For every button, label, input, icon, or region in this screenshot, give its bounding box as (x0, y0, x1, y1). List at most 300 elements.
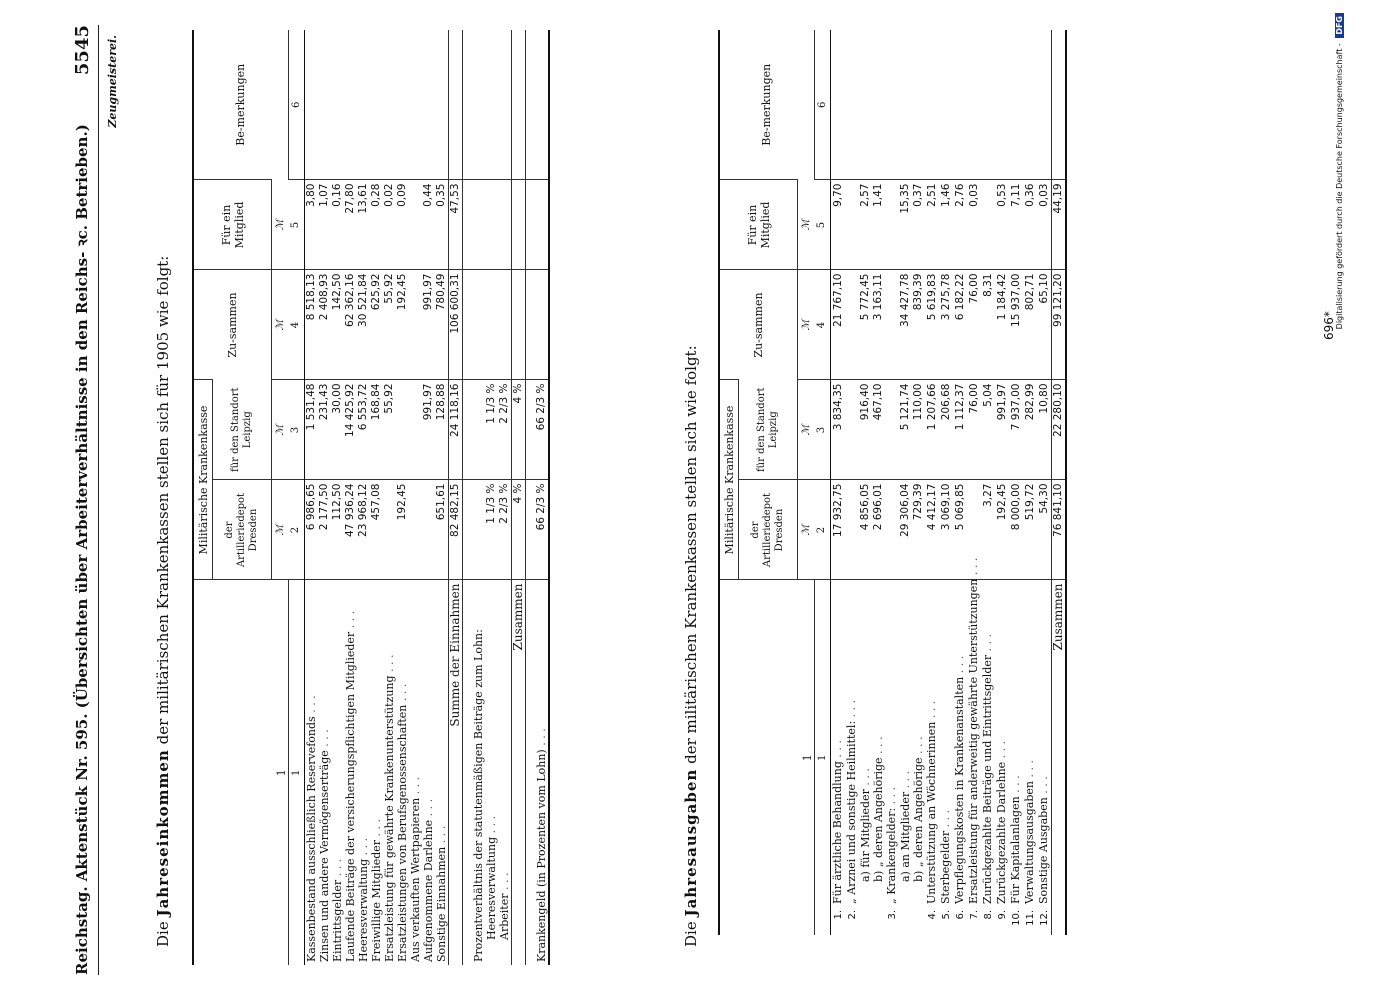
expenses-row-label (1022, 580, 1036, 935)
expenses-total-c5: 44,19 (1051, 180, 1066, 270)
expenses-cell-remarks (898, 30, 911, 180)
row-label: Heeresverwaltung (356, 858, 369, 962)
table-row (911, 30, 924, 935)
row-number: 5. (940, 910, 951, 920)
income-cell-remarks (369, 30, 382, 180)
expenses-cell-c3: 1 207,66 (924, 380, 938, 480)
expenses-row-label (966, 557, 980, 935)
income-cell-c4: 991,97 (421, 270, 434, 380)
expenses-cell-c5: 0,03 (966, 180, 980, 270)
income-unit-c3: ℳ (271, 380, 288, 480)
income-cell-c2: 457,08 (369, 480, 382, 580)
pct-cell-c4 (497, 270, 511, 380)
expenses-col3-header: für den Standort Leipzig (738, 380, 797, 480)
expenses-cell-c5: 2,51 (924, 180, 938, 270)
income-cell-c5: 0,16 (330, 180, 343, 270)
pct-heading-empty (471, 30, 484, 180)
expenses-cell-c2: 3,27 (980, 480, 994, 580)
expenses-cell-remarks (924, 30, 938, 180)
expenses-cell-remarks (858, 30, 871, 180)
income-cell-c2: 112,50 (330, 480, 343, 580)
row-label: Laufende Beiträge der versicherungspflichtigen Mitglieder (343, 631, 356, 962)
table-row (830, 30, 845, 935)
expenses-colnum-2: 2 (814, 480, 830, 580)
page-header (71, 25, 119, 975)
leader-dots: . . . (408, 776, 421, 798)
row-label: b) „ deren Angehörige (871, 757, 884, 882)
leader-dots: . . . (1008, 775, 1021, 797)
income-cell-c4: 30 521,84 (356, 270, 369, 380)
running-head: Reichstag. Aktenstück Nr. 595. (Übersichten über Arbeiterverhältnisse in den Reichs- ꝛc. Betrieben.) (72, 124, 91, 975)
pct-heading-empty (471, 380, 484, 480)
income-cell-c3: 168,84 (369, 380, 382, 480)
leader-dots: . . . (382, 654, 395, 676)
row-label: Verwaltungsausgaben (1022, 781, 1035, 904)
footer-page-mark: 696* (1321, 311, 1336, 340)
expenses-cell-c2: 17 932,75 (830, 480, 845, 580)
row-label: Ersatzleistung für gewährte Krankenunterstützung (382, 675, 395, 962)
table-row (1036, 30, 1051, 935)
expenses-cell-c3: 5 121,74 (898, 380, 911, 480)
table-row (330, 30, 343, 965)
spacer-cell (462, 580, 472, 965)
row-label: Aufgenommene Darlehne (421, 819, 434, 962)
expenses-cell-c4: 15 937,00 (1008, 270, 1022, 380)
expenses-cell-remarks (911, 30, 924, 180)
row-number: 3. (886, 910, 897, 920)
expenses-colnum-3: 3 (814, 380, 830, 480)
income-colnum-1: 1 (288, 580, 304, 965)
row-number: 11. (1024, 910, 1035, 926)
table-row (871, 30, 884, 935)
income-unit-c4: ℳ (271, 270, 288, 380)
row-number: 7. (968, 910, 979, 920)
table-row (382, 30, 395, 965)
leader-dots: . . . (911, 736, 924, 758)
income-cell-remarks (304, 30, 318, 180)
income-col5-header: Für ein Mitglied (193, 180, 272, 270)
row-label: Zurückgezahlte Darlehne (994, 761, 1007, 904)
row-label: Freiwillige Mitglieder (369, 839, 382, 962)
leader-dots: . . . (898, 770, 911, 792)
expenses-col-label-header: 1 (719, 580, 814, 935)
table-row (898, 30, 911, 935)
expenses-total-c3: 22 280,10 (1051, 380, 1066, 480)
expenses-cell-c2: 519,72 (1022, 480, 1036, 580)
pct-heading-row (471, 30, 484, 965)
income-cell-c3: 991,97 (421, 380, 434, 480)
leader-dots: . . . (534, 728, 547, 750)
expenses-cell-c5 (884, 180, 898, 270)
leader-dots: . . . (952, 655, 965, 677)
expenses-cell-c5: 1,46 (938, 180, 952, 270)
income-cell-c3 (408, 380, 421, 480)
expenses-cell-c4: 802,71 (1022, 270, 1036, 380)
expenses-row-label (898, 580, 911, 935)
income-cell-c4: 2 408,93 (317, 270, 330, 380)
income-total-remarks (448, 30, 462, 180)
expenses-unit-c2: ℳ (797, 480, 814, 580)
digitization-notice (1335, 13, 1344, 329)
expenses-row-label (980, 580, 994, 935)
expenses-cell-c3: 5,04 (980, 380, 994, 480)
expenses-cell-remarks (952, 30, 966, 180)
expenses-total-label: Zusammen (1051, 580, 1066, 935)
expenses-cell-c2: 8 000,00 (1008, 480, 1022, 580)
sick-pay-row (534, 30, 548, 965)
income-row-label (421, 580, 434, 965)
income-cell-c5: 3,80 (304, 180, 318, 270)
expenses-cell-c5: 15,35 (898, 180, 911, 270)
income-cell-c2: 23 968,12 (356, 480, 369, 580)
table-row (924, 30, 938, 935)
pct-total-row (511, 30, 525, 965)
expenses-cell-remarks (844, 30, 858, 180)
page-number: 5545 (71, 25, 93, 76)
expenses-unit-c5: ℳ (800, 219, 811, 231)
row-label: a) für Mitglieder (858, 789, 871, 882)
expenses-cell-remarks (938, 30, 952, 180)
expenses-cell-c2 (844, 480, 858, 580)
leader-dots: . . . (421, 798, 434, 820)
expenses-cell-c3: 991,97 (994, 380, 1008, 480)
income-row-label (395, 580, 408, 965)
pct-total-c5 (511, 180, 525, 270)
income-group-header: Militärische Krankenkasse (193, 380, 213, 580)
income-intro-title: Jahreseinkommen (153, 749, 172, 917)
expenses-cell-c5: 0,03 (1036, 180, 1051, 270)
income-row-label (382, 580, 395, 965)
row-label: Kassenbestand ausschließlich Reservefonds (304, 716, 317, 962)
income-cell-c3 (395, 380, 408, 480)
income-row-label (317, 580, 330, 965)
pct-heading: Prozentverhältnis der statutenmäßigen Beiträge zum Lohn: (471, 580, 484, 965)
pct-heading-empty (471, 180, 484, 270)
income-cell-remarks (421, 30, 434, 180)
row-label: Verpflegungskosten in Krankenanstalten (952, 676, 965, 904)
leader-dots: . . . (1022, 760, 1035, 781)
income-cell-c4: 625,92 (369, 270, 382, 380)
income-cell-c5: 1,07 (317, 180, 330, 270)
expenses-cell-c5: 2,76 (952, 180, 966, 270)
expenses-col5-header: Für ein Mitglied (719, 180, 798, 270)
expenses-cell-c4: 3 275,78 (938, 270, 952, 380)
income-total-label: Summe der Einnahmen (448, 580, 462, 965)
table-row (952, 30, 966, 935)
income-cell-c2: 192,45 (395, 480, 408, 580)
row-label: Heeresverwaltung (484, 836, 497, 940)
leader-dots: . . . (966, 557, 979, 579)
expenses-col4-header: Zu-sammen (719, 270, 798, 380)
pct-row (484, 30, 497, 965)
income-colnum-4: 4 (288, 270, 304, 380)
expenses-cell-c2: 729,39 (911, 480, 924, 580)
pct-cell-c2: 2 2/3 % (497, 480, 511, 580)
subhead: Zeugmeisterei. (105, 35, 119, 128)
expenses-cell-c3: 7 937,00 (1008, 380, 1022, 480)
expenses-cell-c3: 467,10 (871, 380, 884, 480)
income-cell-c5: 27,80 (343, 180, 356, 270)
pct-cell-remarks (497, 30, 511, 180)
leader-dots: . . . (434, 825, 447, 847)
leader-dots: . . . (484, 815, 497, 837)
expenses-cell-remarks (966, 30, 980, 180)
expenses-cell-c5: 0,37 (911, 180, 924, 270)
table-row (356, 30, 369, 965)
expenses-row-label (871, 580, 884, 935)
expenses-cell-c3 (844, 380, 858, 480)
expenses-cell-remarks (1036, 30, 1051, 180)
income-colnum-3: 3 (288, 380, 304, 480)
row-label: Zinsen und andere Vermögenserträge (317, 750, 330, 962)
leader-dots: . . . (343, 610, 356, 632)
expenses-cell-c4: 3 163,11 (871, 270, 884, 380)
expenses-cell-remarks (830, 30, 845, 180)
expenses-cell-c4: 65,10 (1036, 270, 1051, 380)
table-row (1008, 30, 1022, 935)
spacer-cell (525, 380, 535, 480)
expenses-col6-header: Be-merkungen (719, 30, 814, 180)
expenses-total-row (1051, 30, 1066, 935)
expenses-row-label (938, 580, 952, 935)
expenses-cell-c3: 1 112,37 (952, 380, 966, 480)
table-row (966, 30, 980, 935)
expenses-row-label (924, 580, 938, 935)
income-cell-remarks (356, 30, 369, 180)
expenses-row-label (911, 580, 924, 935)
pct-total-c4 (511, 270, 525, 380)
expenses-cell-c4: 76,00 (966, 270, 980, 380)
spacer-row (525, 30, 535, 965)
income-cell-c4: 62 362,16 (343, 270, 356, 380)
pct-total-c3: 4 % (511, 380, 525, 480)
expenses-row-label (1008, 580, 1022, 935)
leader-dots: . . . (884, 786, 897, 808)
income-cell-c5: 0,02 (382, 180, 395, 270)
income-cell-remarks (317, 30, 330, 180)
income-cell-c4: 780,49 (434, 270, 448, 380)
pct-cell-c2: 1 1/3 % (484, 480, 497, 580)
expenses-cell-c5: 2,57 (858, 180, 871, 270)
leader-dots: . . . (938, 809, 951, 831)
income-cell-remarks (434, 30, 448, 180)
expenses-unit-c3: ℳ (797, 380, 814, 480)
expenses-cell-c3 (884, 380, 898, 480)
pct-row (497, 30, 511, 965)
income-cell-c4: 142,50 (330, 270, 343, 380)
expenses-cell-c4: 34 427,78 (898, 270, 911, 380)
expenses-cell-c4 (884, 270, 898, 380)
income-cell-c5 (408, 180, 421, 270)
income-cell-c2 (421, 480, 434, 580)
expenses-cell-c4: 21 767,10 (830, 270, 845, 380)
expenses-cell-c2: 54,30 (1036, 480, 1051, 580)
expenses-cell-c5: 7,11 (1008, 180, 1022, 270)
sick-pay-c2: 66 2/3 % (534, 480, 548, 580)
income-row-label (408, 580, 421, 965)
income-colnum-5: 5 (288, 180, 304, 270)
row-label: Sterbegelder (938, 830, 951, 904)
leader-dots: . . . (1036, 776, 1049, 798)
table-row (994, 30, 1008, 935)
leader-dots: . . . (369, 818, 382, 840)
income-cell-c5: 0,44 (421, 180, 434, 270)
row-label: „ Arznei und sonstige Heilmittel: (844, 720, 857, 904)
leader-dots: . . . (858, 768, 871, 790)
leader-dots: . . . (317, 729, 330, 751)
row-label: Für ärztliche Behandlung (830, 761, 843, 904)
header-rule (98, 25, 99, 975)
spacer-cell (525, 180, 535, 270)
expenses-intro-prefix: Die (681, 921, 700, 947)
expenses-total-remarks (1051, 30, 1066, 180)
leader-dots: . . . (330, 858, 343, 880)
expenses-group-header: Militärische Krankenkasse (719, 380, 739, 580)
income-cell-remarks (408, 30, 421, 180)
expenses-cell-c3: 3 834,35 (830, 380, 845, 480)
row-label: Unterstützung an Wöchnerinnen (924, 721, 937, 904)
expenses-row-label (830, 580, 845, 935)
income-row-label (304, 580, 318, 965)
pct-total-remarks (511, 30, 525, 180)
income-cell-c2: 651,61 (434, 480, 448, 580)
expenses-table (718, 30, 1067, 935)
leader-dots: . . . (994, 740, 1007, 762)
row-label: Ersatzleistungen von Berufsgenossenschaften (395, 704, 408, 962)
expenses-total-c4: 99 121,20 (1051, 270, 1066, 380)
income-total-c5: 47,53 (448, 180, 462, 270)
dfg-logo: DFG (1335, 13, 1344, 38)
expenses-col2-header: der Artilleriedepot Dresden (738, 480, 797, 580)
expenses-cell-c4: 1 184,42 (994, 270, 1008, 380)
income-total-c3: 24 118,16 (448, 380, 462, 480)
digitization-text: Digitalisierung gefördert durch die Deutsche Forschungsgemeinschaft - (1334, 43, 1344, 330)
table-row (980, 30, 994, 935)
spacer-cell (462, 180, 472, 270)
table-row (434, 30, 448, 965)
income-intro-suffix: der militärischen Krankenkassen stellen sich für 1905 wie folgt: (153, 255, 172, 745)
income-row-label (330, 580, 343, 965)
income-cell-c5: 0,09 (395, 180, 408, 270)
table-row (884, 30, 898, 935)
expenses-cell-c5: 0,36 (1022, 180, 1036, 270)
income-col-label-header: 1 (193, 580, 288, 965)
income-total-c4: 106 600,31 (448, 270, 462, 380)
spacer-cell (525, 270, 535, 380)
expenses-row-label (994, 580, 1008, 935)
income-cell-c3: 30,00 (330, 380, 343, 480)
income-cell-c2 (382, 480, 395, 580)
expenses-cell-c3: 110,00 (911, 380, 924, 480)
income-cell-c4: 192,45 (395, 270, 408, 380)
income-unit-c2: ℳ (271, 480, 288, 580)
income-table (192, 30, 550, 965)
income-cell-remarks (343, 30, 356, 180)
row-label: Sonstige Einnahmen (434, 846, 447, 962)
income-cell-c4: 55,92 (382, 270, 395, 380)
row-number: 2. (846, 910, 857, 920)
income-cell-c2: 2 177,50 (317, 480, 330, 580)
row-number: 10. (1010, 910, 1021, 926)
sick-pay-c5 (534, 180, 548, 270)
expenses-cell-c2: 3 069,10 (938, 480, 952, 580)
expenses-cell-c2 (884, 480, 898, 580)
pct-heading-empty (471, 270, 484, 380)
pct-row-label (484, 580, 497, 965)
leader-dots: . . . (356, 837, 369, 859)
expenses-cell-c2: 192,45 (994, 480, 1008, 580)
leader-dots: . . . (304, 695, 317, 717)
income-col3-header: für den Standort Leipzig (212, 380, 271, 480)
spacer-cell (462, 30, 472, 180)
pct-cell-c5 (484, 180, 497, 270)
income-total-c2: 82 482,15 (448, 480, 462, 580)
leader-dots: . . . (871, 736, 884, 758)
expenses-cell-c5 (980, 180, 994, 270)
spacer-cell (462, 480, 472, 580)
pct-cell-c3: 1 1/3 % (484, 380, 497, 480)
spacer-cell (462, 270, 472, 380)
expenses-cell-c2: 2 696,01 (871, 480, 884, 580)
leader-dots: . . . (395, 683, 408, 705)
expenses-row-label (952, 580, 966, 935)
expenses-colnum-6: 6 (814, 30, 830, 180)
income-row-label (369, 580, 382, 965)
income-unit-c5: ℳ (274, 219, 285, 231)
expenses-colnum-5: 5 (814, 180, 830, 270)
income-cell-c3: 55,92 (382, 380, 395, 480)
table-row (395, 30, 408, 965)
expenses-colnum-4: 4 (814, 270, 830, 380)
table-row (844, 30, 858, 935)
row-label: „ Krankengelder: (884, 807, 897, 904)
expenses-cell-remarks (1008, 30, 1022, 180)
income-cell-c2: 6 986,65 (304, 480, 318, 580)
spacer-cell (525, 480, 535, 580)
row-label: Für Kapitalanlagen (1008, 796, 1021, 904)
row-number: 6. (954, 910, 965, 920)
table-row (938, 30, 952, 935)
income-cell-c4: 8 518,13 (304, 270, 318, 380)
pct-row-label (497, 580, 511, 965)
spacer-row (462, 30, 472, 965)
income-total-row (448, 30, 462, 965)
expenses-cell-c4: 8,31 (980, 270, 994, 380)
income-col4-header: Zu-sammen (193, 270, 272, 380)
income-cell-c3: 1 531,48 (304, 380, 318, 480)
row-number: 1. (832, 910, 843, 920)
row-label: Aus verkauften Wertpapieren (408, 797, 421, 962)
expenses-cell-c4: 5 772,45 (858, 270, 871, 380)
spacer-cell (525, 580, 535, 965)
table-row (317, 30, 330, 965)
row-label: b) „ deren Angehörige (911, 757, 924, 882)
expenses-cell-c4: 5 619,83 (924, 270, 938, 380)
income-row-label (356, 580, 369, 965)
leader-dots: . . . (980, 633, 993, 655)
expenses-cell-c5: 1,41 (871, 180, 884, 270)
table-row (369, 30, 382, 965)
expenses-cell-c4 (844, 270, 858, 380)
expenses-cell-c5: 9,70 (830, 180, 845, 270)
sick-pay-c3: 66 2/3 % (534, 380, 548, 480)
table-row (408, 30, 421, 965)
pct-cell-c4 (484, 270, 497, 380)
income-cell-remarks (382, 30, 395, 180)
row-label: a) an Mitglieder (898, 791, 911, 882)
pct-total-c2: 4 % (511, 480, 525, 580)
pct-cell-remarks (484, 30, 497, 180)
